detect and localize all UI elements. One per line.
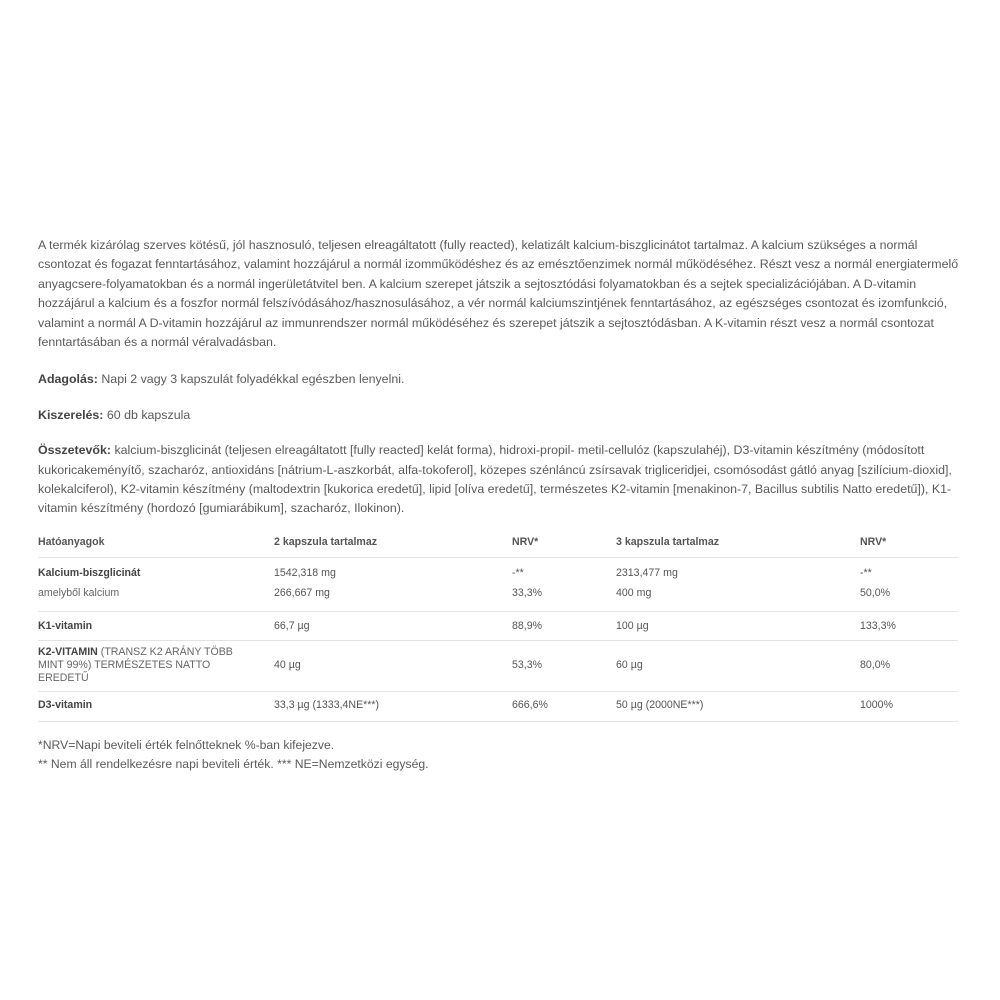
- header-nrv-2: NRV*: [512, 535, 616, 558]
- table-row: [38, 557, 958, 581]
- row-name: Kalcium-biszglicinát: [38, 566, 141, 579]
- row-nrv-2: 53,3%: [512, 640, 616, 691]
- dosage-label: Adagolás:: [38, 372, 98, 387]
- row-value-2: 66,7 µg: [274, 611, 512, 640]
- footnote-ne: ** Nem áll rendelkezésre napi beviteli érték. *** NE=Nemzetközi egység.: [38, 756, 429, 771]
- dosage-text: Napi 2 vagy 3 kapszulát folyadékkal egészben lenyelni.: [97, 372, 405, 387]
- ingredients-label: Összetevők:: [38, 443, 112, 458]
- product-description: [38, 236, 960, 774]
- row-nrv-2: 33,3%: [512, 581, 616, 612]
- header-3-capsules: 3 kapszula tartalmaz: [616, 535, 860, 558]
- row-value-3: 60 µg: [616, 640, 860, 691]
- row-value-2: 40 µg: [274, 640, 512, 691]
- package-paragraph: [38, 406, 960, 425]
- row-name: amelyből kalcium: [38, 581, 274, 612]
- package-label: Kiszerelés:: [38, 407, 104, 422]
- table-row: [38, 611, 958, 640]
- row-nrv-2: 666,6%: [512, 691, 616, 721]
- header-active-ingredients: Hatóanyagok: [38, 535, 274, 558]
- row-nrv-3: 1000%: [860, 691, 958, 721]
- row-value-3: 2313,477 mg: [616, 566, 678, 579]
- intro-paragraph: A termék kizárólag szerves kötésű, jól hasznosuló, teljesen elreagáltatott (fully reacted), kelatizált kalcium-biszglicinátot tartalmaz. A kalcium szükséges a normál csontozat és fogazat fenntartásához, valamint hozzájárul a normál izomműködéshez és az emésztőenzimek normál működéséhez. Részt vesz a normál energiatermelő anyagcsere-folyamatokban és a normál ingerületátvitel ben. A kalcium szerepet játszik a sejtosztódási folyamatokban és a sejtek specializációjában. A D-vitamin hozzájárul a kalcium és a foszfor normál felszívódásához/hasznosulásához, a vér normál kalciumszintjének fenntartásához, az egészséges csontozat és izomfunkció, valamint a normál A D-vitamin hozzájárul az immunrendszer normál működéséhez és szerepet játszik a sejtosztódásban. A K-vitamin részt vesz a normál csontozat fenntartásában és a normál véralvadásban.: [38, 238, 959, 350]
- row-value-2: 266,667 mg: [274, 581, 512, 612]
- row-name-main: K2-VITAMIN: [38, 645, 98, 658]
- row-value-3: 400 mg: [616, 581, 860, 612]
- table-header-row: [38, 535, 958, 558]
- row-value-3: 100 µg: [616, 611, 860, 640]
- row-name: D3-vitamin: [38, 691, 274, 721]
- dosage-paragraph: [38, 370, 960, 389]
- table-row: [38, 581, 958, 612]
- footnote-nrv: *NRV=Napi beviteli érték felnőtteknek %-ban kifejezve.: [38, 737, 335, 752]
- ingredients-text: kalcium-biszglicinát (teljesen elreagáltatott [fully reacted] kelát forma), hidroxi-propil- metil-cellulóz (kapszulahéj), D3-vitamin készítmény (módosított kukoricakeményítő, szacharóz, antioxidáns [nátrium-L-aszkorbát, alfa-tokoferol], közepes szénláncú zsírsavak trigliceridjei, csomósodást gátló anyag [szilícium-dioxid], kolekalciferol), K2-vitamin készítmény (maltodextrin [kukorica eredetű], lipid [olíva eredetű], természetes K2-vitamin [menakinon-7, Bacillus subtilis Natto eredetű]), K1-vitamin készítmény (hordozó [gumiarábikum], szacharóz, Ilokinon).: [38, 443, 952, 516]
- row-name: K1-vitamin: [38, 611, 274, 640]
- row-nrv-2: -**: [512, 566, 524, 579]
- row-name-detail: (TRANSZ K2 ARÁNY TÖBB MINT 99%) TERMÉSZETES NATTO EREDETŰ: [38, 645, 233, 684]
- package-text: 60 db kapszula: [103, 407, 191, 422]
- row-value-3: 50 µg (2000NE***): [616, 691, 860, 721]
- table-row: [38, 691, 958, 721]
- header-2-capsules: 2 kapszula tartalmaz: [274, 535, 512, 558]
- row-value-2: 33,3 µg (1333,4NE***): [274, 691, 512, 721]
- row-nrv-3: 133,3%: [860, 611, 958, 640]
- ingredients-paragraph: [38, 441, 960, 519]
- table-row: [38, 640, 958, 691]
- row-nrv-3: -**: [860, 566, 872, 579]
- nutrition-table: [38, 535, 958, 722]
- row-nrv-3: 80,0%: [860, 640, 958, 691]
- row-value-2: 1542,318 mg: [274, 566, 336, 579]
- footnotes: [38, 736, 960, 774]
- header-nrv-3: NRV*: [860, 535, 958, 558]
- row-nrv-3: 50,0%: [860, 581, 958, 612]
- row-name: [38, 640, 274, 691]
- row-nrv-2: 88,9%: [512, 611, 616, 640]
